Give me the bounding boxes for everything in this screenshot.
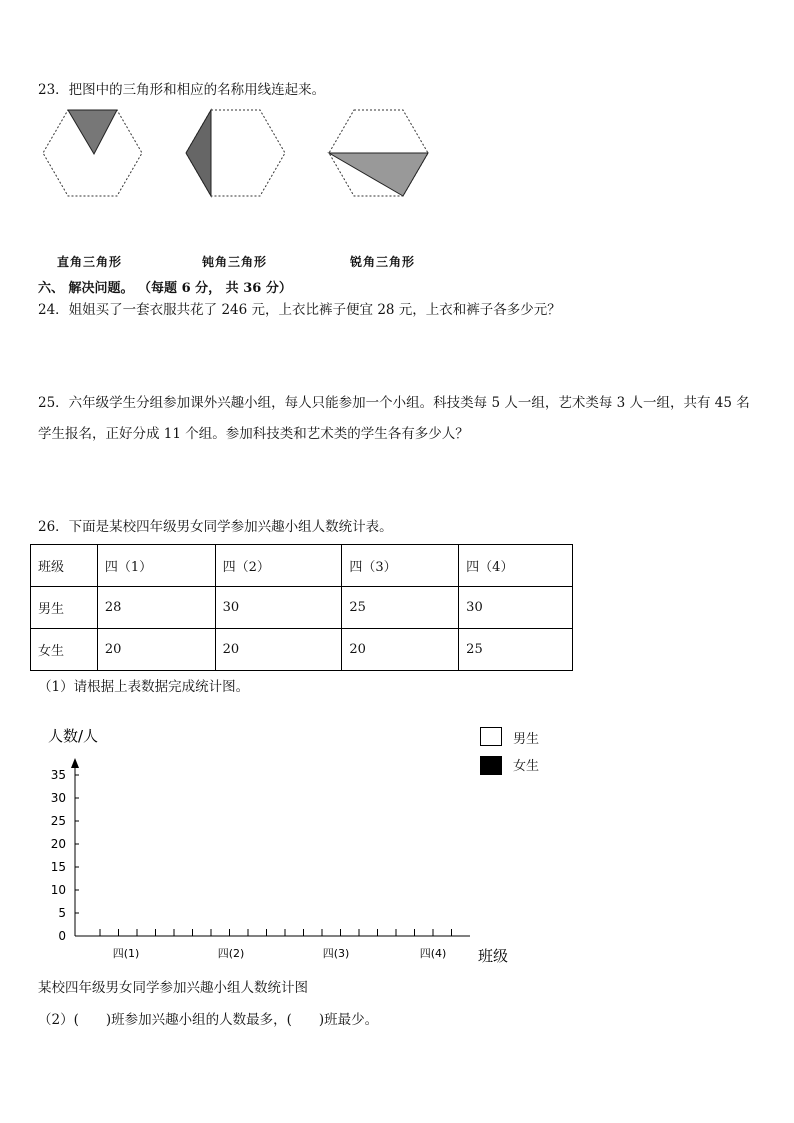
legend-swatch-boys: [480, 727, 502, 746]
q23-hexagons: [38, 105, 438, 205]
q24-text: 24．姐姐买了一套衣服共花了 246 元，上衣比裤子便宜 28 元，上衣和裤子各多少元？: [38, 302, 561, 318]
y-tick-label: 25: [50, 814, 66, 828]
table-cell: 四（2）: [215, 545, 342, 587]
y-tick-label: 10: [50, 883, 66, 897]
x-category-label: 四(2): [217, 947, 245, 960]
chart-caption: 某校四年级男女同学参加兴趣小组人数统计图: [38, 980, 308, 996]
table-cell: 30: [215, 587, 342, 629]
x-category-label: 四(4): [419, 947, 447, 960]
table-cell: 28: [97, 587, 215, 629]
table-cell: 20: [215, 629, 342, 671]
bar-chart: [0, 715, 560, 975]
x-category-label: 四(1): [112, 947, 140, 960]
stat-table: [30, 544, 573, 671]
table-cell: 20: [97, 629, 215, 671]
y-tick-label: 20: [50, 837, 66, 851]
section-6-title: 六、 解决问题。 （每题 6 分， 共 36 分）: [38, 281, 292, 296]
legend-label-girls: 女生: [513, 759, 540, 774]
triangle-1: [68, 110, 117, 154]
table-cell: 班级: [31, 545, 98, 587]
y-axis-arrow: [71, 758, 79, 768]
q26-sub2: （2）( )班参加兴趣小组的人数最多，( )班最少。: [38, 1012, 379, 1028]
y-tick-label: 35: [50, 768, 66, 782]
y-tick-label: 0: [58, 929, 66, 943]
label-acute-triangle: 锐角三角形: [350, 255, 416, 269]
table-cell: 女生: [31, 629, 98, 671]
q25-line1: 25．六年级学生分组参加课外兴趣小组，每人只能参加一个小组。科技类每 5 人一组，艺术类每 3 人一组，共有 45 名: [38, 395, 750, 411]
q25-line2: 学生报名，正好分成 11 个组。参加科技类和艺术类的学生各有多少人？: [38, 426, 469, 442]
hexagon-1: [43, 110, 142, 196]
table-cell: 30: [459, 587, 573, 629]
label-obtuse-triangle: 钝角三角形: [202, 255, 268, 269]
y-tick-label: 15: [50, 860, 66, 874]
q23-text: 23．把图中的三角形和相应的名称用线连起来。: [38, 82, 326, 98]
hexagon-2: [186, 110, 285, 196]
table-cell: 四（4）: [459, 545, 573, 587]
label-right-triangle: 直角三角形: [57, 255, 123, 269]
legend-label-boys: 男生: [513, 732, 540, 747]
x-axis-label: 班级: [478, 947, 509, 965]
y-tick-label: 5: [58, 906, 66, 920]
y-tick-label: 30: [50, 791, 66, 805]
triangle-3: [329, 153, 428, 196]
table-row: [31, 545, 573, 587]
q26-text: 26．下面是某校四年级男女同学参加兴趣小组人数统计表。: [38, 519, 393, 535]
table-cell: 四（3）: [342, 545, 459, 587]
x-category-label: 四(3): [322, 947, 350, 960]
table-cell: 20: [342, 629, 459, 671]
table-cell: 四（1）: [97, 545, 215, 587]
triangle-2: [186, 110, 211, 196]
table-cell: 25: [342, 587, 459, 629]
table-cell: 25: [459, 629, 573, 671]
q26-sub1: （1）请根据上表数据完成统计图。: [38, 679, 250, 695]
y-axis-label: 人数/人: [48, 727, 99, 745]
table-cell: 男生: [31, 587, 98, 629]
table-row: [31, 629, 573, 671]
table-row: [31, 587, 573, 629]
hexagon-3: [329, 110, 428, 196]
legend-swatch-girls: [480, 756, 502, 775]
